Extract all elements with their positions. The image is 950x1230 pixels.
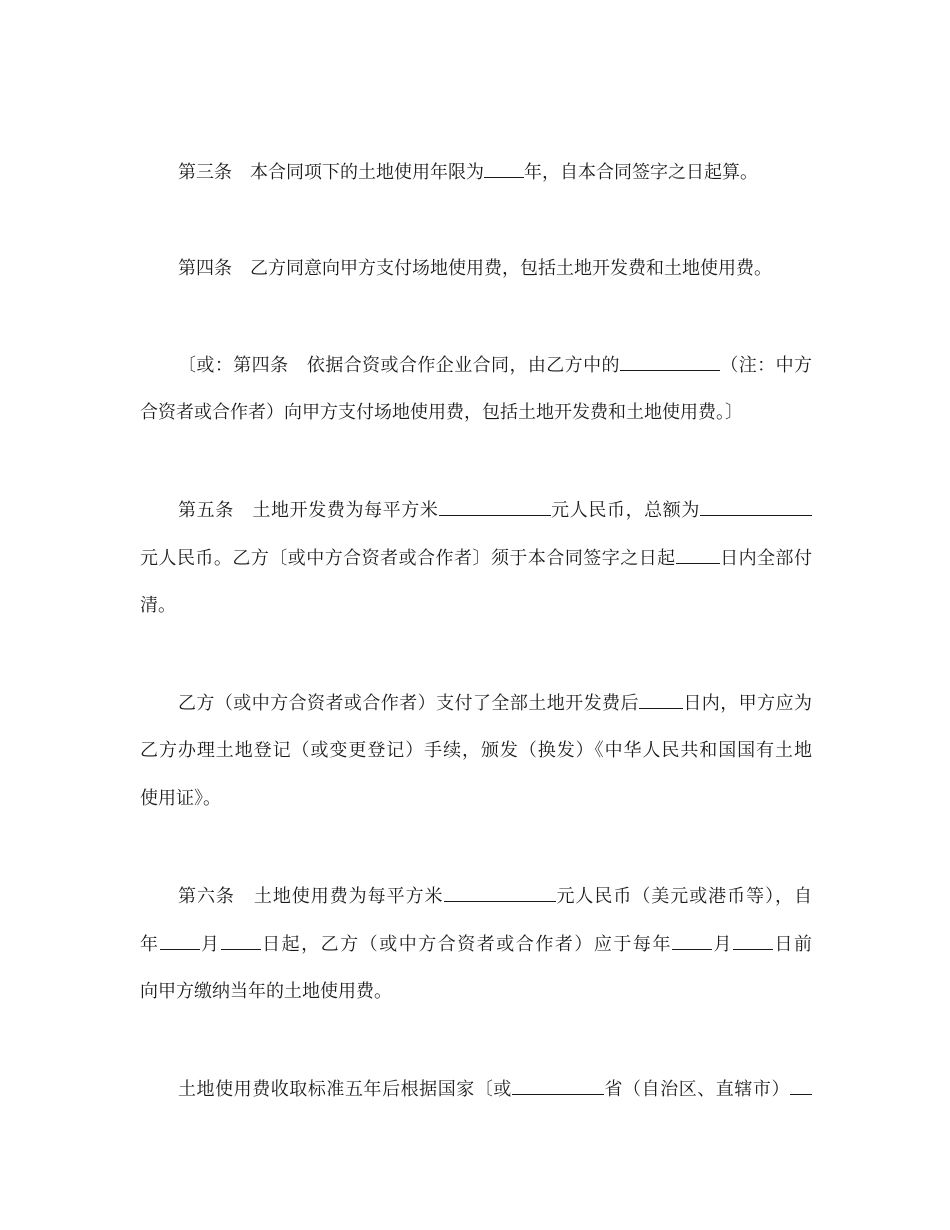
article-5-p2-line-3 [140, 787, 812, 811]
article-6-p2-line-1 [178, 1077, 812, 1102]
fee-per-sqm-blank [439, 498, 551, 516]
article-5-line-1 [178, 498, 812, 523]
article-5-line-2 [140, 546, 812, 571]
province-blank [512, 1077, 604, 1095]
registration-days-blank [639, 691, 683, 709]
days-blank [676, 546, 720, 564]
article-6-text-a: 第六条 土地使用费为每平方米 [178, 886, 444, 907]
article-5-p2-text-b: 日内，甲方应为 [682, 693, 812, 714]
article-6-p2-text-b: 省（自治区、直辖市） [603, 1079, 791, 1100]
article-5-text-c: 元人民币。乙方〔或中方合资者或合作者〕须于本合同签字之日起 [140, 548, 676, 569]
article-5-text-e: 清。 [140, 595, 176, 616]
total-amount-blank [700, 498, 812, 516]
years-blank [484, 160, 524, 178]
article-6-line-2 [140, 932, 812, 957]
article-6-p2-text-a: 土地使用费收取标准五年后根据国家〔或 [178, 1079, 512, 1100]
article-4-text: 第四条 乙方同意向甲方支付场地使用费，包括土地开发费和土地使用费。 [178, 258, 772, 279]
article-4-alt-text-a: 〔或：第四条 依据合资或合作企业合同，由乙方中的 [178, 355, 620, 376]
article-6-text-d: 月 [199, 934, 221, 955]
pay-day-blank [733, 932, 773, 950]
article-5-text-b: 元人民币，总额为 [550, 500, 701, 521]
article-3-text-a: 第三条 本合同项下的土地使用年限为 [178, 162, 484, 183]
article-6-text-e: 日起，乙方（或中方合资者或合作者）应于每年 [260, 934, 672, 955]
article-6-line-3-text: 向甲方缴纳当年的土地使用费。 [140, 981, 392, 1002]
party-blank [620, 353, 720, 371]
trailing-blank [790, 1077, 812, 1095]
pay-month-blank [672, 932, 712, 950]
article-5-text-d: 日内全部付 [719, 548, 813, 569]
article-4-line [178, 257, 812, 281]
article-5-line-3 [140, 594, 812, 618]
start-month-blank [160, 932, 200, 950]
article-6-text-c: 年 [140, 934, 160, 955]
article-6-text-g: 日前 [773, 934, 813, 955]
article-6-text-f: 月 [711, 934, 734, 955]
article-5-p2-text-a: 乙方（或中方合资者或合作者）支付了全部土地开发费后 [178, 693, 639, 714]
article-6-text-b: 元人民币（美元或港币等），自 [555, 886, 812, 907]
article-6-line-1 [178, 884, 812, 909]
article-5-p2-line-2-text: 乙方办理土地登记（或变更登记）手续，颁发（换发）《中华人民共和国国有土地 [140, 740, 812, 761]
article-5-p2-line-2 [140, 739, 812, 763]
start-day-blank [221, 932, 261, 950]
article-3-line [178, 160, 812, 185]
article-4-alt-line-2-text: 合资者或合作者）向甲方支付场地使用费，包括土地开发费和土地使用费。〕 [140, 402, 743, 423]
article-4-alt-line-1 [178, 353, 812, 378]
article-6-line-3 [140, 980, 812, 1004]
article-3-text-b: 年，自本合同签字之日起算。 [524, 162, 758, 183]
article-4-alt-text-b: （注：中方 [719, 355, 813, 376]
article-4-alt-line-2 [140, 401, 812, 425]
article-5-text-a: 第五条 土地开发费为每平方米 [178, 500, 439, 521]
usage-fee-blank [444, 884, 556, 902]
article-5-p2-line-3-text: 使用证》。 [140, 788, 221, 809]
article-5-p2-line-1 [178, 691, 812, 716]
